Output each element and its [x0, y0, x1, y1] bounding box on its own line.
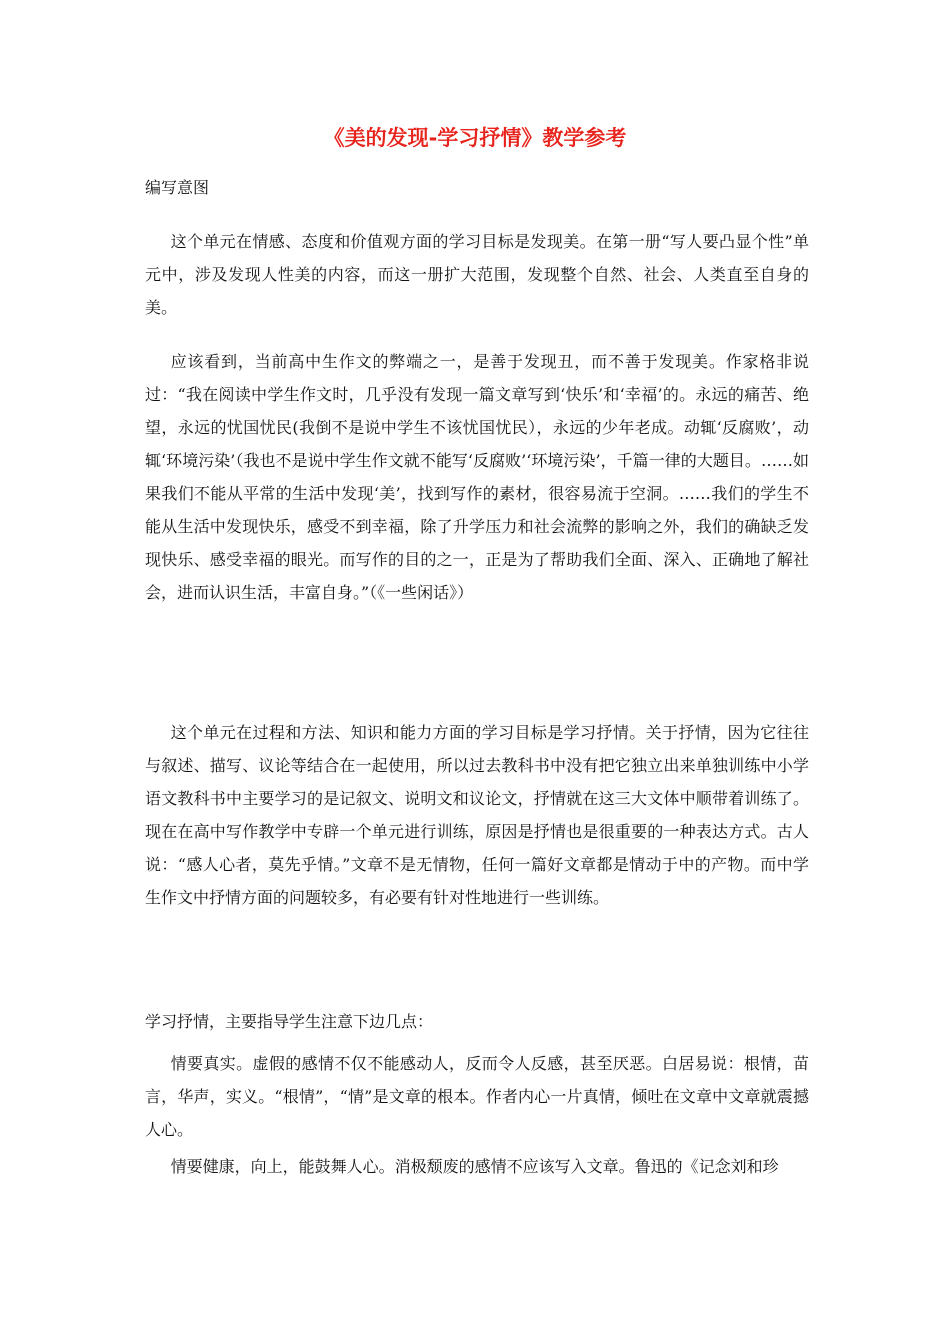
points-intro: 学习抒情，主要指导学生注意下边几点：: [145, 1012, 434, 1031]
document-title: 《美的发现-学习抒情》教学参考: [323, 126, 627, 150]
intro-paragraph-3: 这个单元在过程和方法、知识和能力方面的学习目标是学习抒情。关于抒情，因为它往往与叙述、描写、议论等结合在一起使用，所以过去教科书中没有把它独立出来单独训练中小学语文教科书中主要学习的是记叙文、说明文和议论文，抒情就在这三大文体中顺带着训练了。现在在高中写作教学中专辟一个单元进行训练，原因是抒情也是很重要的一种表达方式。古人说：“感人心者，莫先乎情。”文章不是无情物，任何一篇好文章都是情动于中的产物。而中学生作文中抒情方面的问题较多，有必要有针对性地进行一些训练。: [145, 723, 809, 907]
intro-paragraph-2: 应该看到，当前高中生作文的弊端之一，是善于发现丑，而不善于发现美。作家格非说过：“我在阅读中学生作文时，几乎没有发现一篇文章写到‘快乐’和‘幸福’的。永远的痛苦、绝望，永远的忧国忧民(我倒不是说中学生不该忧国忧民），永远的少年老成。动辄‘反腐败’，动辄‘环境污染’（我也不是说中学生作文就不能写‘反腐败’‘环境污染’，千篇一律的大题目。……如果我们不能从平常的生活中发现‘美’，找到写作的素材，很容易流于空洞。……我们的学生不能从生活中发现快乐，感受不到幸福，除了升学压力和社会流弊的影响之外，我们的确缺乏发现快乐、感受幸福的眼光。而写作的目的之一，正是为了帮助我们全面、深入、正确地了解社会，进而认识生活，丰富自身。”（《一些闲话》）: [145, 352, 809, 602]
point-paragraph-2: 情要健康，向上，能鼓舞人心。消极颓废的感情不应该写入文章。鲁迅的《记念刘和珍: [170, 1157, 779, 1176]
section-heading: 编写意图: [145, 178, 210, 197]
point-paragraph-1: 情要真实。虚假的感情不仅不能感动人，反而令人反感，甚至厌恶。白居易说：根情，苗言，华声，实义。“根情”，“情”是文章的根本。作者内心一片真情，倾吐在文章中文章就震撼人心。: [145, 1054, 809, 1139]
intro-paragraph-1: 这个单元在情感、态度和价值观方面的学习目标是发现美。在第一册“写人要凸显个性”单元中，涉及发现人性美的内容，而这一册扩大范围，发现整个自然、社会、人类直至自身的美。: [145, 232, 809, 317]
